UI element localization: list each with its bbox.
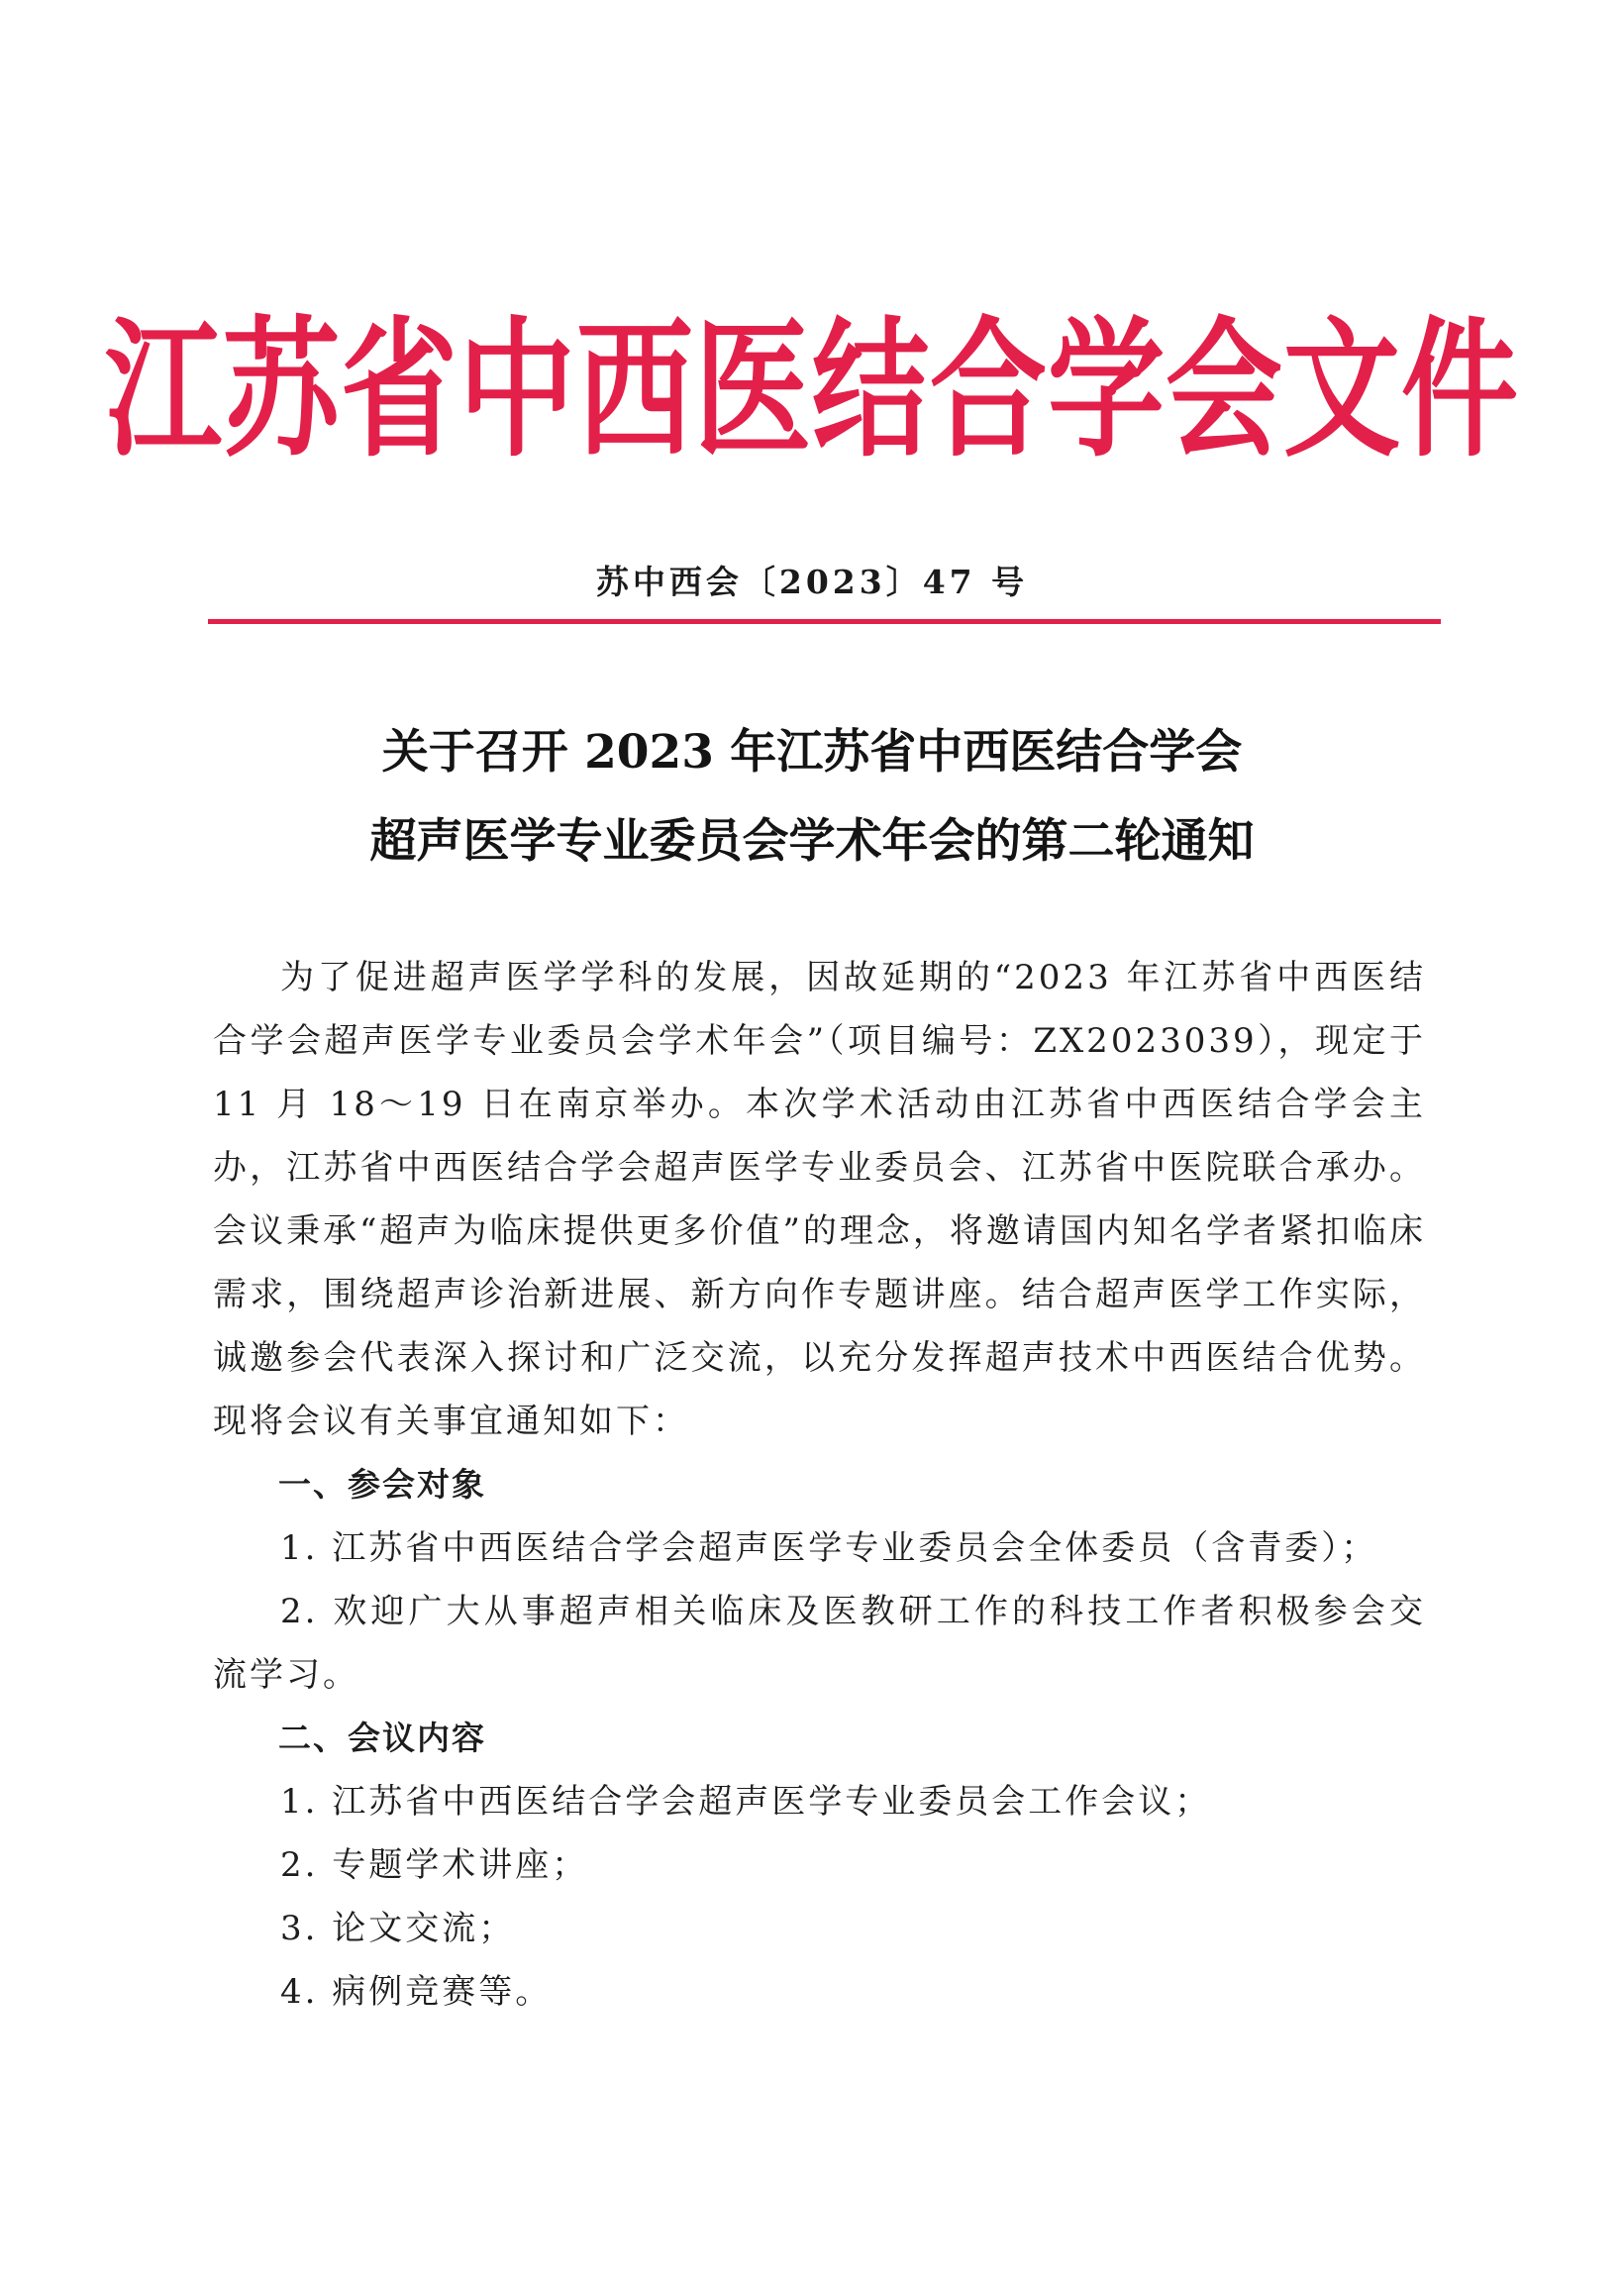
masthead-title: 江苏省中西医结合学会文件: [104, 300, 1519, 477]
section-heading-content: 二、会议内容: [278, 1719, 486, 1757]
document-body: [213, 946, 1426, 2024]
list-item: 2. 欢迎广大从事超声相关临床及医教研工作的科技工作者积极参会交流学习。: [213, 1592, 1426, 1695]
list-item: 4. 病例竞赛等。: [280, 1972, 553, 2012]
list-item: 1. 江苏省中西医结合学会超声医学专业委员会全体委员（含青委）；: [280, 1528, 1378, 1568]
section-heading-attendees: 一、参会对象: [278, 1465, 486, 1504]
list-item: 1. 江苏省中西医结合学会超声医学专业委员会工作会议；: [280, 1782, 1212, 1822]
notice-title-line-1: 关于召开 2023 年江苏省中西医结合学会: [381, 725, 1243, 780]
document-number: 苏中西会〔2023〕47 号: [595, 563, 1029, 601]
list-item: 2. 专题学术讲座；: [280, 1845, 589, 1885]
list-item: 3. 论文交流；: [280, 1909, 516, 1948]
intro-paragraph: 为了促进超声医学学科的发展，因故延期的“2023 年江苏省中西医结合学会超声医学专业委员会学术年会”（项目编号：ZX2023039），现定于 11 月 18～19 日在南京举办。本次学术活动由江苏省中西医结合学会主办，江苏省中西医结合学会超声医学专业委员会、江苏省中医院联合承办。会议秉承“超声为临床提供更多价值”的理念，将邀请国内知名学者紧扣临床需求，围绕超声诊治新进展、新方向作专题讲座。结合超声医学工作实际，诚邀参会代表深入探讨和广泛交流，以充分发挥超声技术中西医结合优势。现将会议有关事宜通知如下：: [213, 958, 1426, 1441]
red-separator-line: [208, 619, 1441, 624]
notice-title-line-2: 超声医学专业委员会学术年会的第二轮通知: [369, 814, 1255, 869]
